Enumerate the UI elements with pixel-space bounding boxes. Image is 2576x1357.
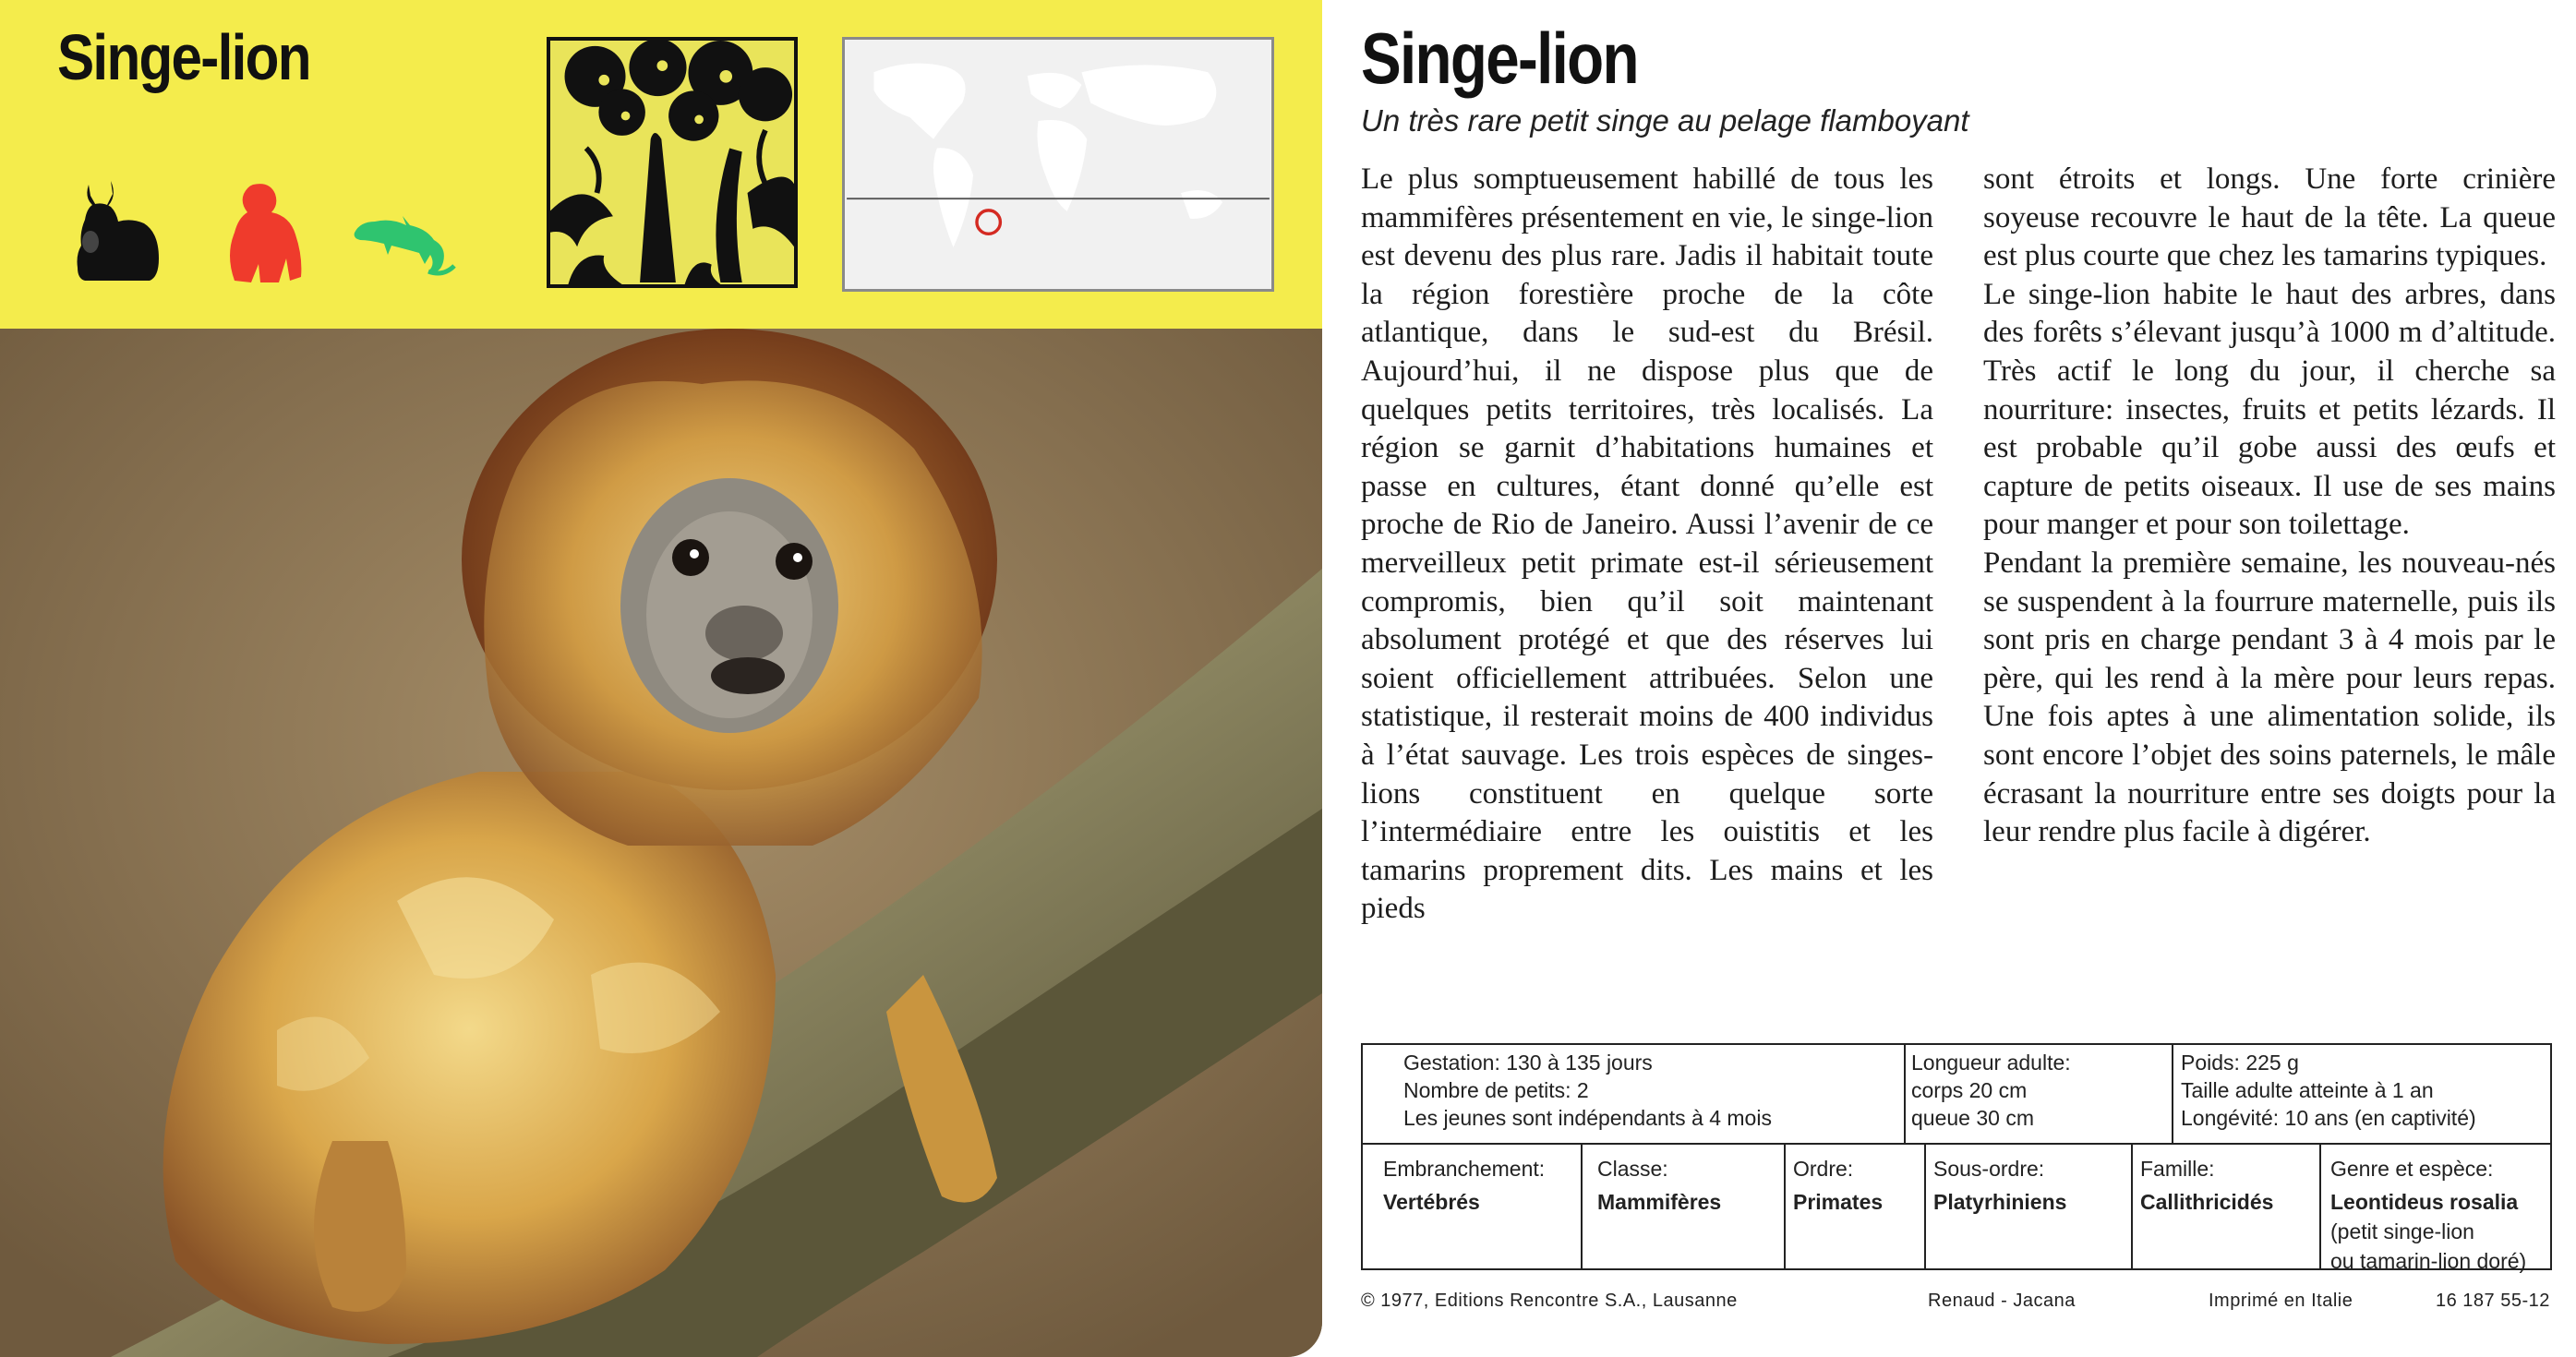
taxonomy-note: ou tamarin-lion doré) [2330,1249,2527,1273]
footer-printed: Imprimé en Italie [2209,1291,2353,1311]
footer-photo-credit: Renaud - Jacana [1928,1291,2076,1311]
fact-line: Poids: 225 g [2181,1051,2299,1075]
taxonomy-label: Sous-ordre: [1933,1157,2045,1181]
taxonomy-value: Primates [1793,1190,1884,1214]
paragraph: Le singe-lion habite le haut des arbres, dans des forêts s’élevant jusqu’à 1000 m d’altitude. Très actif le long du jour, il cherche sa nourriture: insectes, fruits et petits lézards. Il est probable qu’il gobe aussi des œufs et capture de petits oiseaux. Il use de ses mains pour manger et pour son toilettage. [1983,277,2556,542]
taxonomy-value: Leontideus rosalia [2330,1190,2519,1214]
table-column-divider [1784,1143,1786,1270]
taxonomy-label: Ordre: [1793,1157,1854,1181]
lizard-icon [351,209,458,279]
paragraph: Le plus somptueusement habillé de tous les mammifères présentement en vie, le singe-lion est devenu des plus rare. Jadis il habitait toute la région forestière proche de la côte atlantique, dans le sud-est du Brésil. Aujourd’hui, il ne dispose plus que de quelques petits territoires, très localisés. La région se garnit d’habitations humaines et passe en cultures, étant donné qu’elle est proche de Rio de Janeiro. Aussi l’avenir de ce merveilleux petit primate est-il sérieusement compromis, bien qu’il soit maintenant absolument protégé et que des réserves lui soient officiellement attribuées. Selon une statistique, il resterait moins de 400 individus à l’état sauvage. Les trois espèces de singes-lions constituent en quelque sorte l’intermédiaire entre les ouistitis et les tamarins proprement dits. Les mains et les pieds [1361,162,1933,926]
table-column-divider [1581,1143,1583,1270]
weight-facts [2181,1049,2476,1132]
table-column-divider [2319,1143,2321,1270]
fact-line: Taille adulte atteinte à 1 an [2181,1078,2434,1102]
world-distribution-map [842,37,1274,292]
fact-line: queue 30 cm [1911,1106,2034,1130]
article-title: Singe-lion [1361,18,1638,99]
taxonomy-label: Genre et espèce: [2330,1157,2494,1181]
taxonomy-note: (petit singe-lion [2330,1219,2474,1243]
taxonomy-label: Classe: [1597,1157,1668,1181]
fact-line: Gestation: 130 à 135 jours [1403,1051,1653,1075]
size-facts [1911,1049,2071,1132]
fact-line: Longévité: 10 ans (en captivité) [2181,1106,2476,1130]
fact-line: Nombre de petits: 2 [1403,1078,1589,1102]
table-column-divider [1924,1143,1926,1270]
body-column-2 [1983,161,2556,852]
table-column-divider [2131,1143,2133,1270]
fact-table [1361,1043,2552,1273]
table-row-divider [1363,1143,2550,1145]
taxonomy-label: Famille: [2140,1157,2215,1181]
forest-habitat-illustration [547,37,798,288]
footer-copyright: © 1977, Editions Rencontre S.A., Lausanne [1361,1291,1738,1311]
card-title: Singe-lion [57,21,310,93]
monkey-photo [0,329,1322,1357]
taxonomy-species [2330,1154,2526,1276]
paragraph: sont étroits et longs. Une forte crinière soyeuse recouvre le haut de la tête. La queue est plus courte que chez les tamarins typiques. [1983,162,2556,273]
taxonomy-label: Embranchement: [1383,1157,1546,1181]
taxonomy-value: Vertébrés [1383,1190,1480,1214]
ape-icon [218,181,310,284]
fact-line: Longueur adulte: [1911,1051,2071,1075]
taxonomy-value: Callithricidés [2140,1190,2274,1214]
body-column-1 [1361,161,1933,929]
table-column-divider [1904,1045,1906,1143]
paragraph: Pendant la première semaine, les nouveau-nés se suspendent à la fourrure maternelle, puis ils sont pris en charge pendant 3 à 4 mois par le père, qui les rend à la mère pour leurs repas. Une fois aptes à une alimentation solide, ils sont encore l’objet des soins paternels, le mâle écrasant la nourriture entre ses doigts pour la leur rendre plus facile à digérer. [1983,546,2556,849]
reproduction-facts [1403,1049,1772,1132]
taxonomy-family [2140,1154,2273,1217]
taxonomy-phylum [1383,1154,1545,1217]
article-subtitle: Un très rare petit singe au pelage flamboyant [1361,103,1969,138]
footer-code: 16 187 55-12 [2436,1291,2550,1311]
ox-icon [70,177,163,286]
taxonomy-suborder [1933,1154,2066,1217]
fact-line: corps 20 cm [1911,1078,2028,1102]
taxonomy-order [1793,1154,1883,1217]
taxonomy-class [1597,1154,1721,1217]
taxonomy-value: Platyrhiniens [1933,1190,2067,1214]
taxonomy-value: Mammifères [1597,1190,1722,1214]
fact-line: Les jeunes sont indépendants à 4 mois [1403,1106,1772,1130]
table-column-divider [2172,1045,2173,1143]
